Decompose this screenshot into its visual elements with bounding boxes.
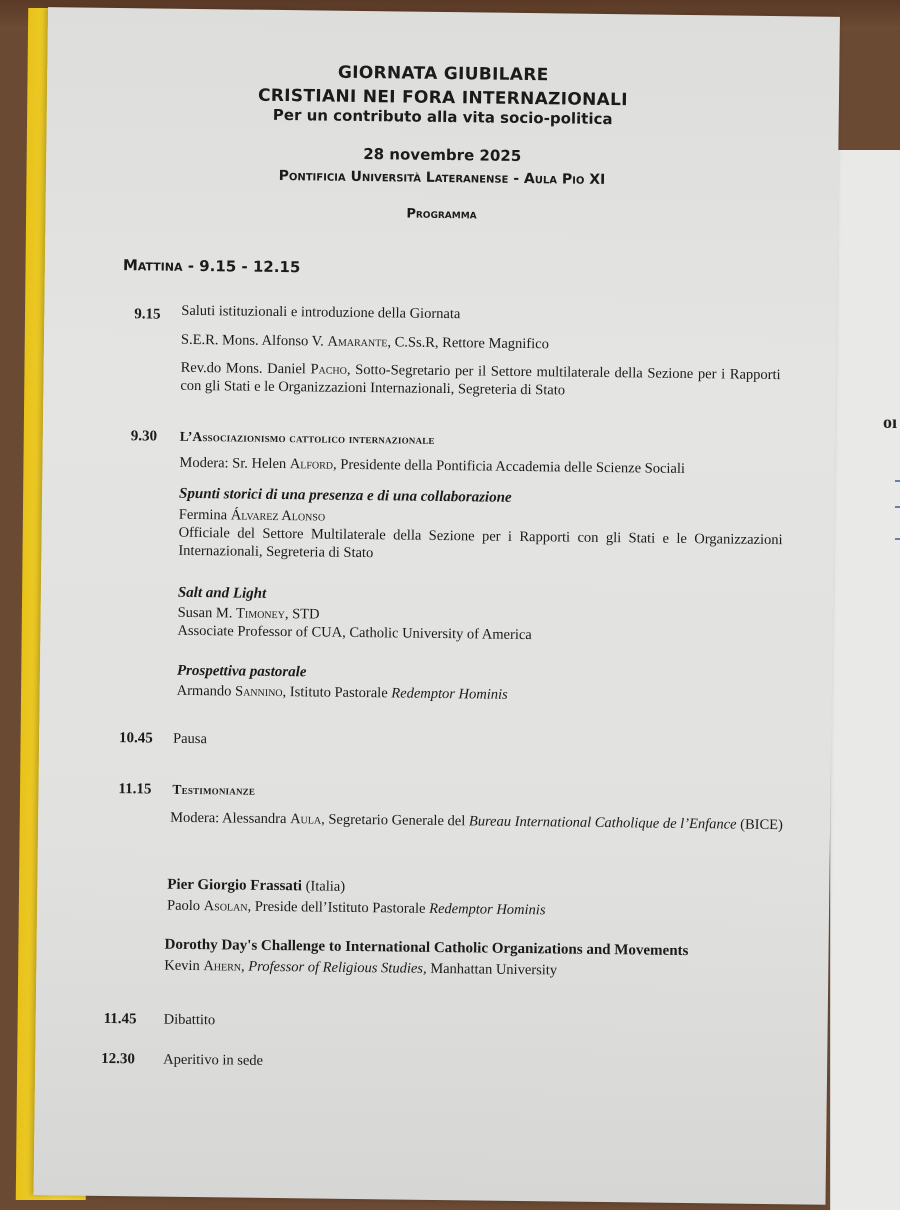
item-title: Pausa (173, 730, 208, 748)
adjacent-sheet-mark (895, 480, 900, 482)
talk-title: Dorothy Day's Challenge to International Catholic Organizations and Movements (164, 936, 689, 960)
item-title: Dibattito (163, 1011, 216, 1029)
item-time: 10.45 (119, 730, 153, 747)
item-time: 11.45 (103, 1010, 137, 1028)
item-time: 9.15 (134, 306, 161, 323)
session-heading: Mattina - 9.15 - 12.15 (122, 256, 301, 277)
talk-title: Spunti storici di una presenza e di una collaborazione (178, 485, 512, 506)
speaker-line: Paolo Asolan, Preside dell’Istituto Pastorale Redemptor Hominis (166, 897, 546, 919)
event-tagline: Per un contributo alla vita socio-politica (272, 105, 613, 129)
talk-title: Prospettiva pastorale (176, 662, 307, 681)
speaker-line: Armando Sannino, Istituto Pastorale Redemptor Hominis (176, 682, 508, 703)
speaker-role: Associate Professor of CUA, Catholic University of America (177, 622, 532, 644)
speaker-line: S.E.R. Mons. Alfonso V. Amarante, C.Ss.R, Rettore Magnifico (180, 331, 549, 353)
item-title: Saluti istituzionali e introduzione della Giornata (181, 302, 461, 323)
adjacent-sheet-mark (895, 538, 900, 540)
item-time: 12.30 (101, 1050, 136, 1068)
speaker-line: Rev.do Mons. Daniel Pacho, Sotto-Segretario per il Settore multilaterale della Sezione per i Rapporti con gli Stati e le Organizzazioni Internazionali, Segreteria di Stato (180, 359, 781, 399)
event-date: 28 novembre 2025 (363, 145, 522, 165)
speaker-line: Susan M. Timoney, STD (177, 604, 320, 623)
adjacent-sheet-mark (895, 506, 900, 508)
talk-title: Pier Giorgio Frassati (Italia) (167, 876, 346, 895)
moderator-line: Modera: Alessandra Aula, Segretario Generale del Bureau International Catholique de l’Enfance (BICE) (170, 809, 783, 834)
speaker-line: Fermina Álvarez Alonso (178, 506, 326, 525)
program-sheet (34, 7, 840, 1205)
item-title: Aperitivo in sede (163, 1051, 264, 1069)
adjacent-sheet-text: oı (883, 412, 898, 432)
programma-heading: Programma (406, 206, 477, 223)
item-title: L’Associazionismo cattolico internazionale (179, 428, 435, 447)
event-venue: Pontificia Università Lateranense - Aula Pio XI (278, 167, 606, 188)
event-title: GIORNATA GIUBILARE (337, 62, 549, 86)
moderator-line: Modera: Sr. Helen Alford, Presidente della Pontificia Accademia delle Scienze Sociali (179, 454, 686, 477)
talk-title: Salt and Light (177, 584, 267, 602)
speaker-line: Kevin Ahern, Professor of Religious Studies, Manhattan University (164, 957, 558, 979)
item-time: 11.15 (118, 781, 152, 798)
item-time: 9.30 (130, 428, 158, 445)
event-subtitle: CRISTIANI NEI FORA INTERNAZIONALI (257, 85, 628, 111)
speaker-role: Officiale del Settore Multilaterale della Sezione per i Rapporti con gli Stati e le Organizzazioni Internazionali, Segreteria di Stato (178, 524, 783, 562)
item-title: Testimonianze (172, 781, 256, 798)
adjacent-sheet (830, 150, 900, 1210)
